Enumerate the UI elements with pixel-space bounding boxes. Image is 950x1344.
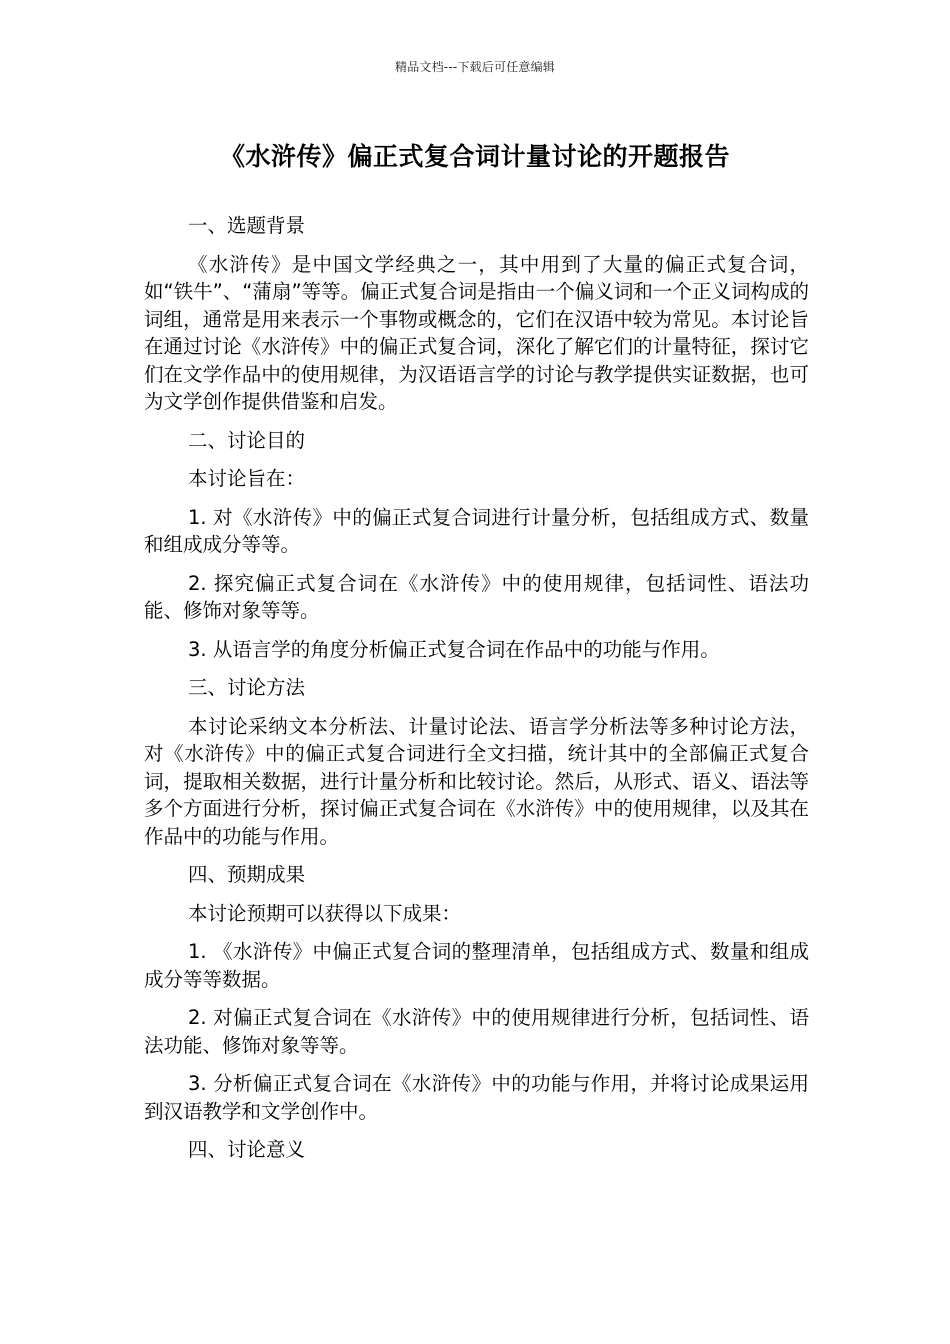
page-header: 精品文档---下载后可任意编辑: [395, 60, 555, 74]
document-title: 《水浒传》偏正式复合词计量讨论的开题报告: [219, 142, 730, 171]
section-heading-purpose: 二、讨论目的: [188, 428, 306, 452]
list-item-outcome-2: 2. 对偏正式复合词在《水浒传》中的使用规律进行分析，包括词性、语法功能、修饰对象等等。: [144, 1006, 809, 1057]
paragraph-background: 《水浒传》是中国文学经典之一，其中用到了大量的偏正式复合词，如“铁牛”、“蒲扇”等等。偏正式复合词是指由一个偏义词和一个正义词构成的词组，通常是用来表示一个事物或概念的，它们在汉语中较为常见。本讨论旨在通过讨论《水浒传》中的偏正式复合词，深化了解它们的计量特征，探讨它们在文学作品中的使用规律，为汉语语言学的讨论与教学提供实证数据，也可为文学创作提供借鉴和启发。: [144, 252, 809, 413]
list-item-purpose-2: 2. 探究偏正式复合词在《水浒传》中的使用规律，包括词性、语法功能、修饰对象等等。: [144, 571, 809, 622]
paragraph-outcomes-intro: 本讨论预期可以获得以下成果：: [188, 901, 462, 925]
section-heading-background: 一、选题背景: [188, 214, 306, 237]
list-item-outcome-3: 3. 分析偏正式复合词在《水浒传》中的功能与作用，并将讨论成果运用到汉语教学和文学创作中。: [144, 1072, 809, 1123]
section-heading-outcomes: 四、预期成果: [188, 863, 306, 886]
list-item-outcome-1: 1. 《水浒传》中偏正式复合词的整理清单，包括组成方式、数量和组成成分等等数据。: [144, 940, 809, 991]
paragraph-purpose-intro: 本讨论旨在：: [188, 467, 306, 490]
paragraph-methods: 本讨论采纳文本分析法、计量讨论法、语言学分析法等多种讨论方法，对《水浒传》中的偏正式复合词进行全文扫描，统计其中的全部偏正式复合词，提取相关数据，进行计量分析和比较讨论。然后，从形式、语义、语法等多个方面进行分析，探讨偏正式复合词在《水浒传》中的使用规律，以及其在作品中的功能与作用。: [144, 714, 809, 848]
document-body: [144, 212, 809, 1175]
section-heading-significance: 四、讨论意义: [188, 1138, 306, 1161]
list-item-purpose-3: 3. 从语言学的角度分析偏正式复合词在作品中的功能与作用。: [188, 637, 720, 661]
section-heading-methods: 三、讨论方法: [188, 676, 306, 699]
list-item-purpose-1: 1. 对《水浒传》中的偏正式复合词进行计量分析，包括组成方式、数量和组成成分等等。: [144, 505, 809, 556]
